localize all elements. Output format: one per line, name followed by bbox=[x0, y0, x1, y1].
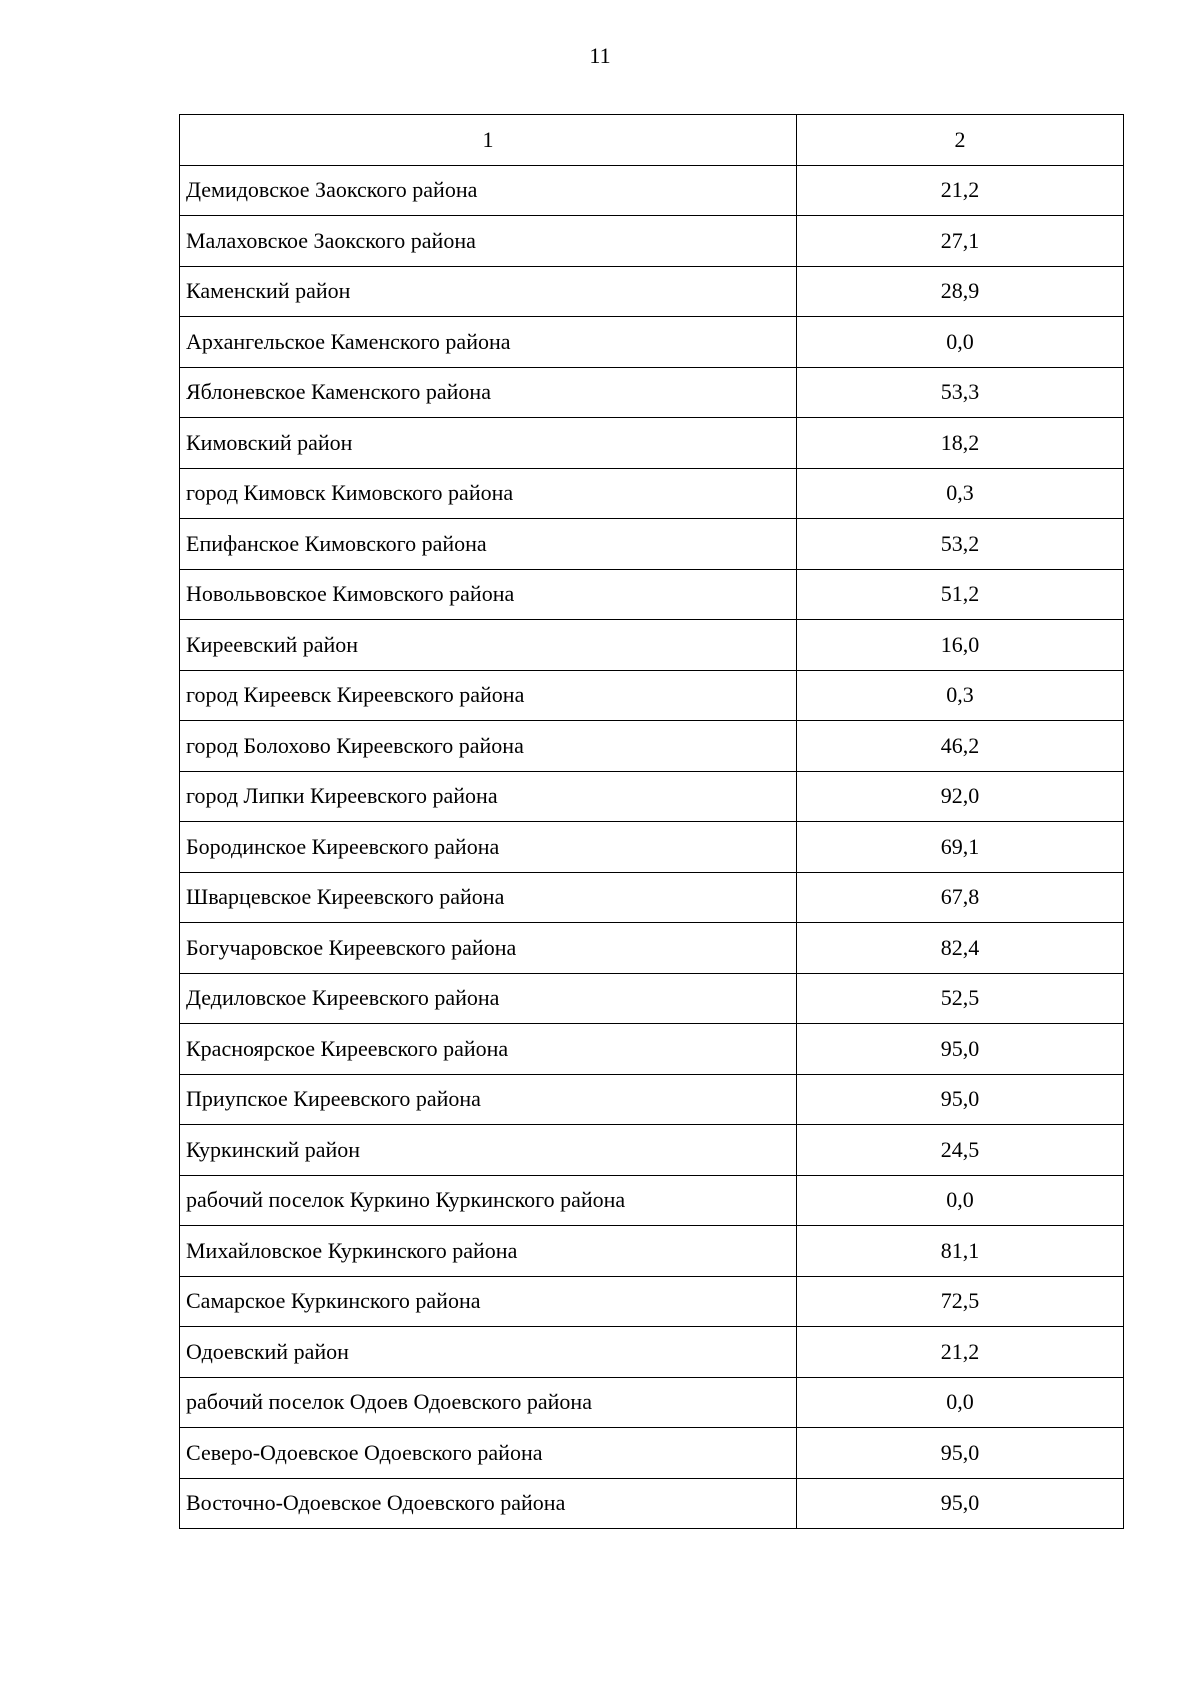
table-row bbox=[180, 721, 1124, 772]
municipality-name-cell: город Киреевск Киреевского района bbox=[180, 670, 797, 721]
table-row bbox=[180, 1327, 1124, 1378]
municipality-name-cell: Приупское Киреевского района bbox=[180, 1074, 797, 1125]
table-row bbox=[180, 1276, 1124, 1327]
municipality-name-cell: Восточно-Одоевское Одоевского района bbox=[180, 1478, 797, 1529]
table-row bbox=[180, 670, 1124, 721]
value-cell: 18,2 bbox=[797, 418, 1124, 469]
table-row bbox=[180, 1478, 1124, 1529]
municipality-name-cell: Одоевский район bbox=[180, 1327, 797, 1378]
table-row bbox=[180, 872, 1124, 923]
value-cell: 0,3 bbox=[797, 670, 1124, 721]
municipality-name-cell: Киреевский район bbox=[180, 620, 797, 671]
value-cell: 67,8 bbox=[797, 872, 1124, 923]
municipality-name-cell: рабочий поселок Одоев Одоевского района bbox=[180, 1377, 797, 1428]
municipality-name-cell: Богучаровское Киреевского района bbox=[180, 923, 797, 974]
table-body bbox=[180, 115, 1124, 1529]
value-cell: 69,1 bbox=[797, 822, 1124, 873]
table-row bbox=[180, 519, 1124, 570]
municipality-name-cell: Бородинское Киреевского района bbox=[180, 822, 797, 873]
municipality-name-cell: Шварцевское Киреевского района bbox=[180, 872, 797, 923]
municipality-name-cell: Дедиловское Киреевского района bbox=[180, 973, 797, 1024]
value-cell: 82,4 bbox=[797, 923, 1124, 974]
value-cell: 95,0 bbox=[797, 1024, 1124, 1075]
column-header-1: 1 bbox=[180, 115, 797, 166]
value-cell: 0,0 bbox=[797, 1175, 1124, 1226]
table-row bbox=[180, 1125, 1124, 1176]
value-cell: 21,2 bbox=[797, 165, 1124, 216]
municipality-name-cell: Епифанское Кимовского района bbox=[180, 519, 797, 570]
value-cell: 27,1 bbox=[797, 216, 1124, 267]
value-cell: 53,2 bbox=[797, 519, 1124, 570]
municipality-name-cell: Кимовский район bbox=[180, 418, 797, 469]
table-row bbox=[180, 569, 1124, 620]
municipality-name-cell: город Болохово Киреевского района bbox=[180, 721, 797, 772]
municipality-name-cell: Архангельское Каменского района bbox=[180, 317, 797, 368]
table-row bbox=[180, 1024, 1124, 1075]
municipality-name-cell: город Кимовск Кимовского района bbox=[180, 468, 797, 519]
municipality-name-cell: Михайловское Куркинского района bbox=[180, 1226, 797, 1277]
table-row bbox=[180, 1074, 1124, 1125]
municipality-name-cell: Малаховское Заокского района bbox=[180, 216, 797, 267]
value-cell: 0,0 bbox=[797, 1377, 1124, 1428]
municipality-name-cell: город Липки Киреевского района bbox=[180, 771, 797, 822]
municipality-name-cell: Северо-Одоевское Одоевского района bbox=[180, 1428, 797, 1479]
value-cell: 28,9 bbox=[797, 266, 1124, 317]
value-cell: 21,2 bbox=[797, 1327, 1124, 1378]
column-header-2: 2 bbox=[797, 115, 1124, 166]
value-cell: 92,0 bbox=[797, 771, 1124, 822]
table-row bbox=[180, 973, 1124, 1024]
value-cell: 72,5 bbox=[797, 1276, 1124, 1327]
table-row bbox=[180, 418, 1124, 469]
value-cell: 52,5 bbox=[797, 973, 1124, 1024]
table-row bbox=[180, 317, 1124, 368]
value-cell: 81,1 bbox=[797, 1226, 1124, 1277]
municipality-name-cell: Красноярское Киреевского района bbox=[180, 1024, 797, 1075]
municipality-name-cell: Демидовское Заокского района bbox=[180, 165, 797, 216]
value-cell: 51,2 bbox=[797, 569, 1124, 620]
value-cell: 16,0 bbox=[797, 620, 1124, 671]
table-row bbox=[180, 771, 1124, 822]
municipality-name-cell: Яблоневское Каменского района bbox=[180, 367, 797, 418]
value-cell: 0,3 bbox=[797, 468, 1124, 519]
value-cell: 24,5 bbox=[797, 1125, 1124, 1176]
value-cell: 46,2 bbox=[797, 721, 1124, 772]
page-number: 11 bbox=[589, 43, 611, 68]
table-header-row bbox=[180, 115, 1124, 166]
table-row bbox=[180, 165, 1124, 216]
table-row bbox=[180, 1175, 1124, 1226]
table-row bbox=[180, 266, 1124, 317]
value-cell: 95,0 bbox=[797, 1478, 1124, 1529]
municipality-name-cell: Каменский район bbox=[180, 266, 797, 317]
table-row bbox=[180, 822, 1124, 873]
table-row bbox=[180, 367, 1124, 418]
municipality-name-cell: рабочий поселок Куркино Куркинского района bbox=[180, 1175, 797, 1226]
value-cell: 53,3 bbox=[797, 367, 1124, 418]
table-row bbox=[180, 1226, 1124, 1277]
value-cell: 95,0 bbox=[797, 1428, 1124, 1479]
table-row bbox=[180, 1428, 1124, 1479]
municipality-table bbox=[179, 114, 1124, 1529]
municipality-name-cell: Самарское Куркинского района bbox=[180, 1276, 797, 1327]
municipality-name-cell: Новольвовское Кимовского района bbox=[180, 569, 797, 620]
table-row bbox=[180, 1377, 1124, 1428]
table-row bbox=[180, 620, 1124, 671]
table-row bbox=[180, 923, 1124, 974]
table-row bbox=[180, 468, 1124, 519]
value-cell: 95,0 bbox=[797, 1074, 1124, 1125]
value-cell: 0,0 bbox=[797, 317, 1124, 368]
table-row bbox=[180, 216, 1124, 267]
municipality-name-cell: Куркинский район bbox=[180, 1125, 797, 1176]
